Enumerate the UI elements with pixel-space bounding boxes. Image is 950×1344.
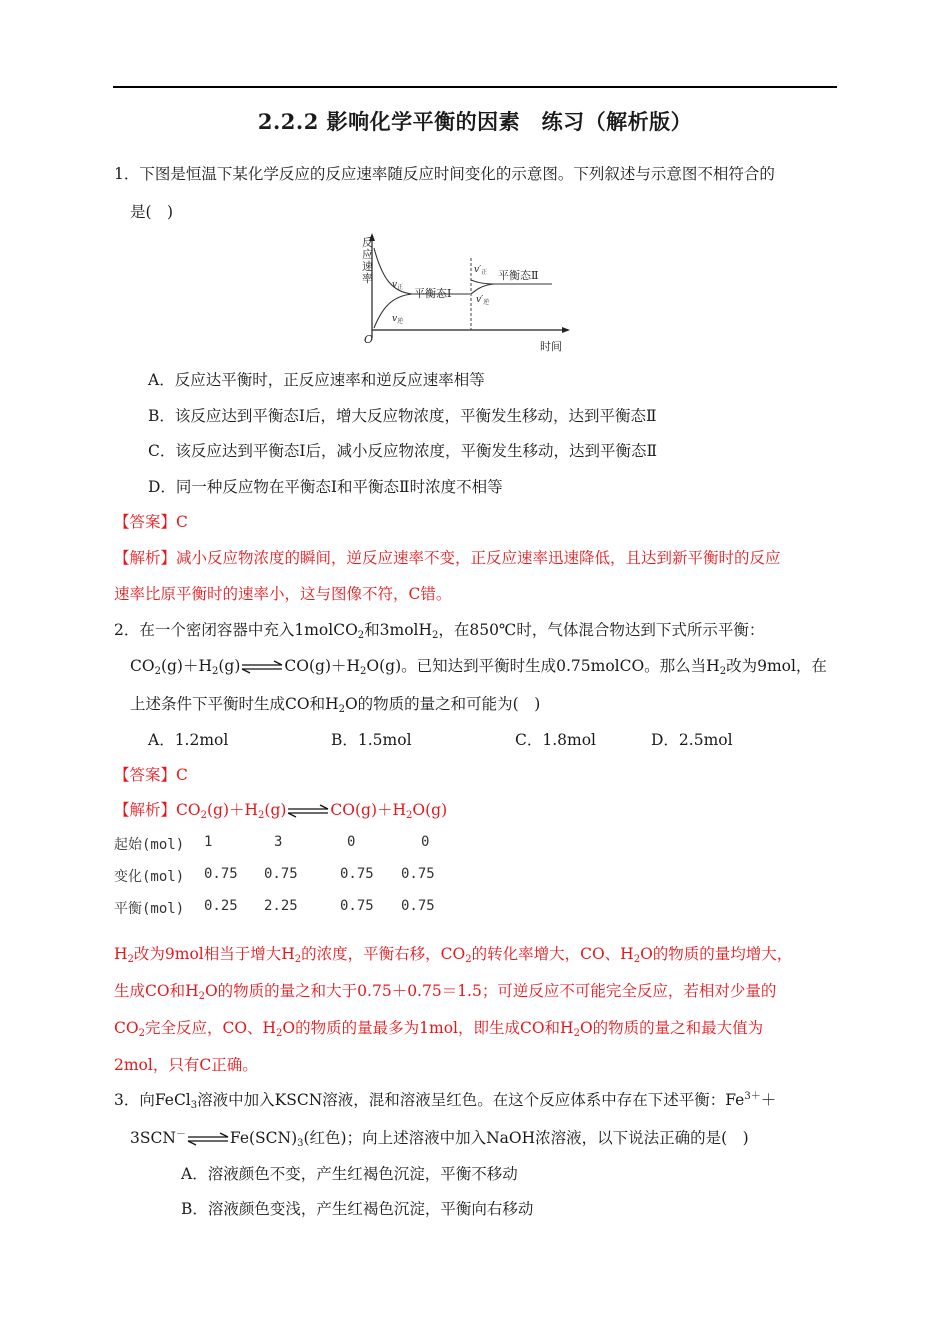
equilibrium-arrow-icon bbox=[240, 660, 284, 674]
table-cell: 0.75 bbox=[340, 898, 374, 914]
y-label-1: 反 bbox=[362, 236, 373, 249]
q1-answer: 【答案】C bbox=[114, 513, 188, 531]
table-cell: 1 bbox=[204, 834, 213, 850]
q1-option-d: D．同一种反应物在平衡态Ⅰ和平衡态Ⅱ时浓度不相等 bbox=[148, 478, 503, 496]
row-label: 变化(mol) bbox=[114, 869, 185, 885]
x-axis-label: 时间 bbox=[540, 340, 562, 353]
q1-option-a: A．反应达平衡时，正反应速率和逆反应速率相等 bbox=[148, 371, 485, 389]
table-cell: 0 bbox=[347, 834, 356, 850]
header-rule bbox=[113, 86, 837, 88]
table-cell: 0.75 bbox=[264, 866, 298, 882]
q2-option-c: C．1.8mol bbox=[515, 731, 596, 749]
row-label: 平衡(mol) bbox=[114, 901, 185, 917]
q2-explanation-line2: 生成CO和$H_2O$的物质的量之和大于0.75＋0.75＝1.5；可逆反应不可能完全反应，若相对少量的 bbox=[114, 982, 777, 1002]
q3-option-b: B．溶液颜色变浅，产生红褐色沉淀，平衡向右移动 bbox=[181, 1200, 534, 1218]
table-cell: 0.25 bbox=[204, 898, 238, 914]
y-label-4: 率 bbox=[362, 272, 373, 285]
page-title: 2.2.2 影响化学平衡的因素 练习（解析版） bbox=[257, 109, 693, 134]
table-cell: 0.75 bbox=[340, 866, 374, 882]
q1-option-b: B．该反应达到平衡态Ⅰ后，增大反应物浓度，平衡发生移动，达到平衡态Ⅱ bbox=[148, 407, 657, 425]
v-forward-prime-curve bbox=[471, 280, 494, 284]
v-reverse-prime-label: $v'_逆$ bbox=[476, 295, 490, 306]
q2-stem-line1: 2．在一个密闭容器中充入1molCO$_2$和3molH$_2$，在850℃时，气体混合物达到下式所示平衡： bbox=[114, 621, 765, 641]
table-cell: 0.75 bbox=[401, 898, 435, 914]
state2-label: 平衡态Ⅱ bbox=[498, 269, 539, 282]
q2-analysis-equation: 【解析】$CO_2(g)+H_2(g)$ $CO(g)+H_2O(g)$ bbox=[114, 801, 448, 821]
state1-label: 平衡态Ⅰ bbox=[414, 287, 452, 300]
table-cell: 0.75 bbox=[401, 866, 435, 882]
y-label-3: 速 bbox=[362, 260, 373, 273]
v-forward-prime-label: $v'_正$ bbox=[474, 265, 488, 276]
q1-stem-line2: 是( ) bbox=[130, 203, 174, 221]
q2-explanation-line1: $H_2$改为9mol相当于增大$H_2$的浓度，平衡右移，$CO_2$的转化率增大，CO、$H_2O$的物质的量均增大， bbox=[114, 945, 793, 965]
v-forward-label: $v_正$ bbox=[392, 280, 404, 291]
q1-option-c: C．该反应达到平衡态Ⅰ后，减小反应物浓度，平衡发生移动，达到平衡态Ⅱ bbox=[148, 442, 658, 460]
q2-equation-line: $CO_2(g)+H_2(g)$ $CO(g)+H_2O(g)$。已知达到平衡时生成0.75molCO。那么当$H_2$改为9mol，在 bbox=[130, 657, 827, 677]
equilibrium-arrow-icon bbox=[286, 804, 330, 818]
y-label-2: 应 bbox=[362, 248, 373, 261]
q1-stem-line1: 1．下图是恒温下某化学反应的反应速率随反应时间变化的示意图。下列叙述与示意图不相符合的 bbox=[114, 165, 775, 183]
q3-stem-line1: 3．向FeCl$_3$溶液中加入KSCN溶液，混和溶液呈红色。在这个反应体系中存在下述平衡：$Fe^{3+}+$ bbox=[114, 1091, 777, 1111]
v-reverse-label: $v_逆$ bbox=[392, 314, 404, 325]
q3-stem-line2: 3SCN－ $Fe(SCN)_3$(红色)；向上述溶液中加入NaOH浓溶液，以下说法正确的是( ) bbox=[130, 1129, 749, 1149]
q2-explanation-line3: $CO_2$完全反应，CO、$H_2O$的物质的量最多为1mol，即生成CO和$H_2O$的物质的量之和最大值为 bbox=[114, 1019, 764, 1039]
q3-option-a: A．溶液颜色不变，产生红褐色沉淀，平衡不移动 bbox=[181, 1165, 518, 1183]
q2-option-d: D．2.5mol bbox=[651, 731, 733, 749]
q2-option-a: A．1.2mol bbox=[148, 731, 229, 749]
q1-analysis-line2: 速率比原平衡时的速率小，这与图像不符，C错。 bbox=[114, 585, 452, 603]
equilibrium-arrow-icon bbox=[186, 1132, 230, 1146]
origin-label: O bbox=[364, 333, 374, 346]
q2-option-b: B．1.5mol bbox=[331, 731, 412, 749]
table-cell: 0.75 bbox=[204, 866, 238, 882]
row-label: 起始(mol) bbox=[114, 837, 185, 853]
q1-analysis-line1: 【解析】减小反应物浓度的瞬间，逆反应速率不变，正反应速率迅速降低，且达到新平衡时的反应 bbox=[114, 549, 781, 567]
q2-stem-line3: 上述条件下平衡时生成CO和$H_2O$的物质的量之和可能为( ) bbox=[130, 695, 541, 715]
q2-answer: 【答案】C bbox=[114, 766, 188, 784]
table-cell: 0 bbox=[421, 834, 430, 850]
v-reverse-prime-curve bbox=[471, 284, 552, 294]
table-cell: 2.25 bbox=[264, 898, 298, 914]
q2-explanation-line4: 2mol，只有C正确。 bbox=[114, 1056, 258, 1074]
table-cell: 3 bbox=[274, 834, 283, 850]
x-axis-arrow bbox=[562, 327, 570, 333]
rate-time-figure bbox=[360, 230, 575, 355]
